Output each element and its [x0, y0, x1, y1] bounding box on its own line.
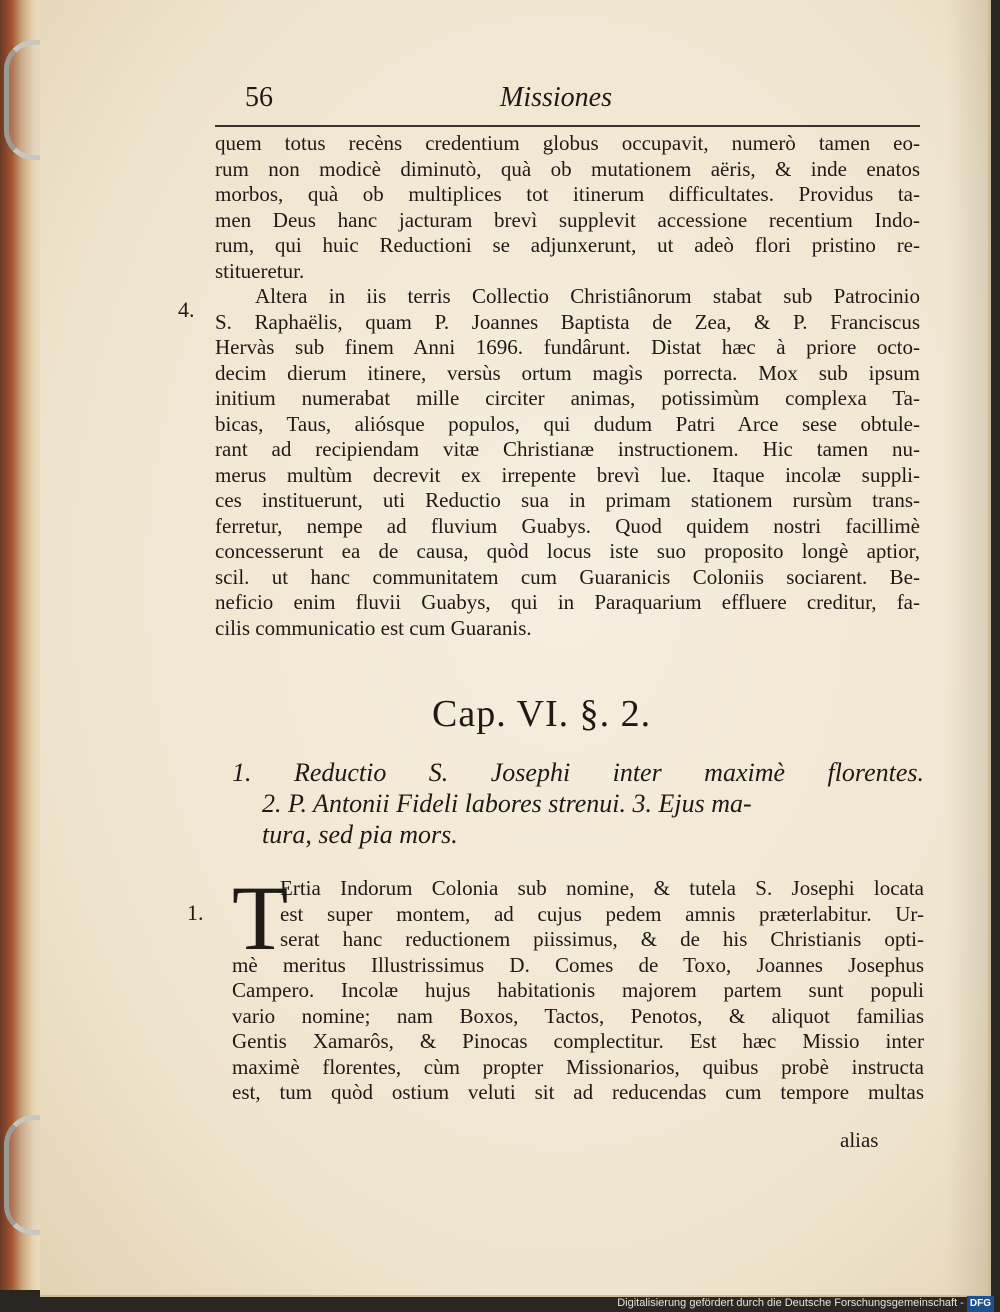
text-line: scil. ut hanc communitatem cum Guaranicis Coloniis sociarent. Be- — [215, 564, 920, 589]
page-edge-shadow — [948, 0, 988, 1295]
text-line: rant ad recipiendam vitæ Christianæ instructionem. Hic tamen nu- — [215, 437, 920, 461]
continued-paragraph — [215, 131, 920, 284]
text-line: Hervàs sub finem Anni 1696. fundârunt. Distat hæc à priore octo- — [215, 335, 920, 359]
text-line: ferretur, nempe ad fluvium Guabys. Quod quidem nostri facillimè — [215, 513, 920, 538]
dfg-logo: DFG — [967, 1296, 994, 1312]
text-line: Altera in iis terris Collectio Christiânorum stabat sub Patrocinio — [255, 284, 920, 308]
text-line: quem totus recèns credentium globus occupavit, numerò tamen eo- — [215, 131, 920, 155]
summary-line: 1. Reductio S. Josephi inter maximè florentes. — [232, 758, 924, 787]
text-line: vario nomine; nam Boxos, Tactos, Penotos, & aliquot familias — [232, 1003, 924, 1028]
text-line: neficio enim fluvii Guabys, qui in Paraquarium effluere creditur, fa- — [215, 590, 920, 614]
chapter-heading: Cap. VI. §. 2. — [432, 693, 652, 735]
catchword: alias — [840, 1128, 879, 1152]
margin-number-1: 1. — [187, 900, 204, 925]
summary-line: 2. P. Antonii Fideli labores strenui. 3. Ejus ma- — [262, 789, 752, 818]
text-line: rum, qui huic Reductioni se adjunxerunt, ut adeò flori pristino re- — [215, 233, 920, 257]
paragraph-4 — [215, 284, 920, 641]
text-line: serat hanc reductionem piissimus, & de his Christianis opti- — [280, 927, 924, 951]
text-line: decim dierum itinere, versùs ortum magìs porrecta. Mox sub ipsum — [215, 360, 920, 385]
page-number: 56 — [245, 82, 273, 113]
summary-line: tura, sed pia mors. — [262, 820, 458, 849]
page-header — [205, 78, 620, 118]
paragraph-1 — [232, 867, 924, 1106]
header-rule — [215, 125, 920, 127]
drop-cap: T — [232, 867, 289, 969]
chapter-summary — [232, 757, 924, 850]
text-line: mè meritus Illustrissimus D. Comes de Toxo, Joannes Josephus — [232, 952, 924, 977]
text-line: initium numerabat mille circiter animas, potissimùm complexa Ta- — [215, 386, 920, 410]
text-line: Ertia Indorum Colonia sub nomine, & tutela S. Josephi locata — [280, 876, 924, 900]
text-line: men Deus hanc jacturam brevì supplevit accessione recentium Indo- — [215, 207, 920, 232]
text-line: est super montem, ad cujus pedem amnis præterlabitur. Ur- — [280, 901, 924, 926]
text-line: cilis communicatio est cum Guaranis. — [215, 615, 532, 640]
text-line: S. Raphaëlis, quam P. Joannes Baptista de Zea, & P. Franciscus — [215, 309, 920, 334]
text-line: morbos, quà ob multiplices tot itinerum difficultates. Providus ta- — [215, 182, 920, 206]
text-line: rum non modicè diminutò, quà ob mutationem aëris, & inde enatos — [215, 156, 920, 181]
digitization-credit — [604, 1295, 1000, 1311]
text-line: stitueretur. — [215, 258, 305, 283]
margin-number-4: 4. — [178, 297, 195, 322]
text-line: ces instituerunt, uti Reductio sua in primam stationem rursùm trans- — [215, 488, 920, 512]
text-line: bicas, Taus, aliósque populos, qui dudum Patri Arce sese obtule- — [215, 411, 920, 436]
text-line: Gentis Xamarôs, & Pinocas complectitur. Est hæc Missio inter — [232, 1029, 924, 1053]
text-line: maximè florentes, cùm propter Missionarios, quibus probè instructa — [232, 1054, 924, 1079]
text-line: est, tum quòd ostium veluti sit ad reducendas cum tempore multas — [232, 1080, 924, 1104]
running-head: Missiones — [500, 82, 612, 113]
text-line: Campero. Incolæ hujus habitationis majorem partem sunt populi — [232, 978, 924, 1002]
credit-text: Digitalisierung gefördert durch die Deutsche Forschungsgemeinschaft - — [617, 1297, 964, 1309]
text-line: concesserunt ea de causa, quòd locus iste suo proposito longè aptior, — [215, 539, 920, 563]
text-line: merus multùm decrevit ex irrepente brevì lue. Itaque incolæ suppli- — [215, 462, 920, 487]
